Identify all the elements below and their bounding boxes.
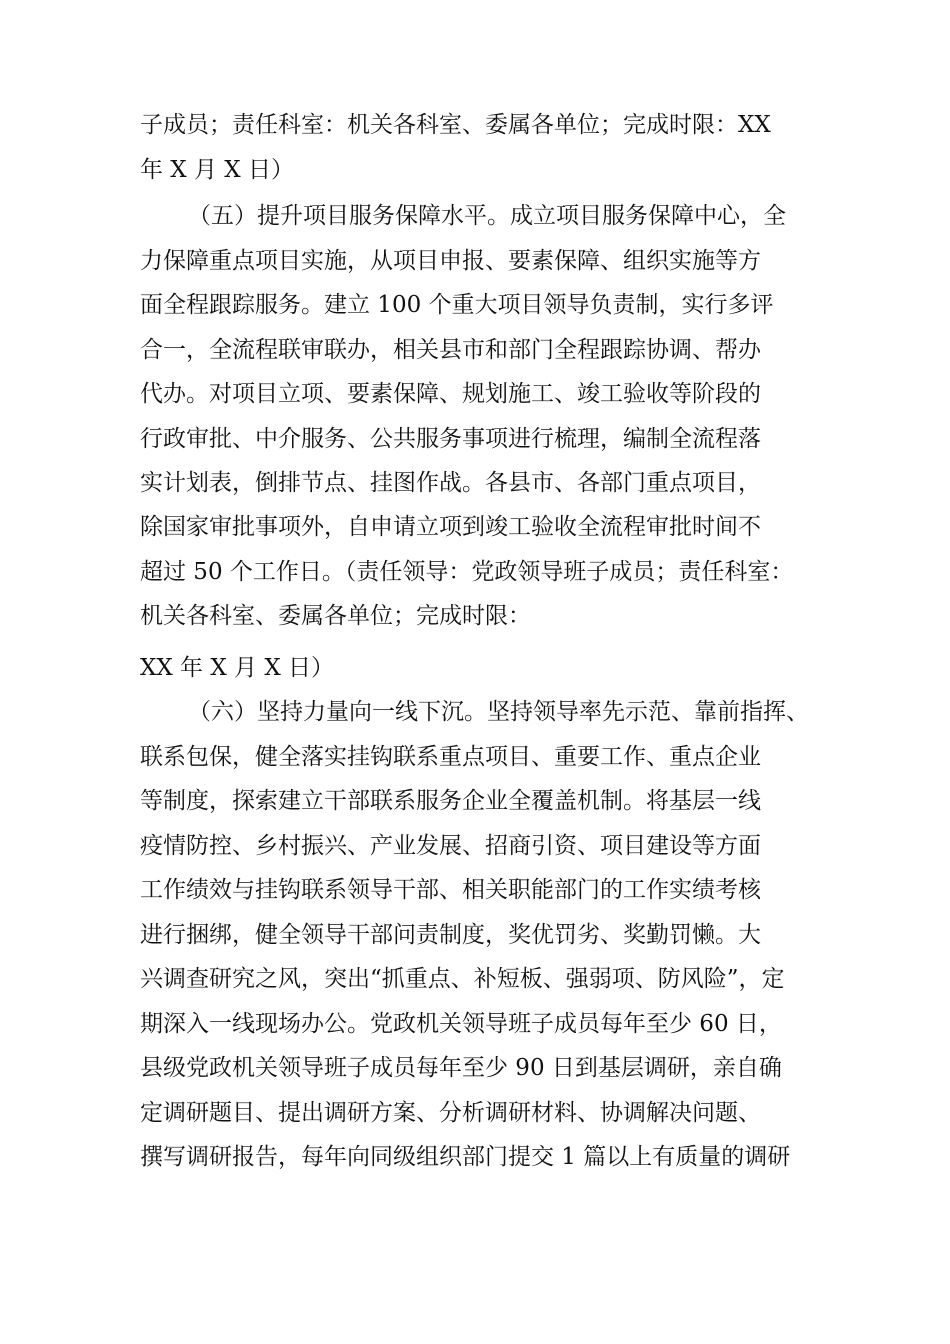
text-line: 县级党政机关领导班子成员每年至少 90 日到基层调研，亲自确 [140, 1055, 782, 1081]
text-line: XX 年 X 月 X 日） [140, 655, 335, 681]
text-line: 子成员；责任科室：机关各科室、委属各单位；完成时限：XX [140, 112, 771, 138]
text-line: 定调研题目、提出调研方案、分析调研材料、协调解决问题、 [140, 1100, 761, 1126]
text-line: 年 X 月 X 日） [140, 157, 294, 183]
text-line: 机关各科室、委属各单位；完成时限： [140, 603, 531, 629]
section-heading-5: （五）提升项目服务保障水平。成立项目服务保障中心，全 [188, 203, 786, 229]
text-line: 合一，全流程联审联办，相关县市和部门全程跟踪协调、帮办 [140, 337, 761, 363]
text-line: 实计划表，倒排节点、挂图作战。各县市、各部门重点项目， [140, 470, 761, 496]
text-line: 代办。对项目立项、要素保障、规划施工、竣工验收等阶段的 [140, 381, 761, 407]
text-line: 除国家审批事项外，自申请立项到竣工验收全流程审批时间不 [140, 514, 761, 540]
text-line: 联系包保，健全落实挂钩联系重点项目、重要工作、重点企业 [140, 744, 761, 770]
text-line: 疫情防控、乡村振兴、产业发展、招商引资、项目建设等方面 [140, 833, 761, 859]
text-line: 超过 50 个工作日。（责任领导：党政领导班子成员；责任科室： [140, 559, 794, 585]
section-heading-6: （六）坚持力量向一线下沉。坚持领导率先示范、靠前指挥、 [188, 699, 809, 725]
text-line: 工作绩效与挂钩联系领导干部、相关职能部门的工作实绩考核 [140, 877, 761, 903]
text-line: 撰写调研报告，每年向同级组织部门提交 1 篇以上有质量的调研 [140, 1144, 791, 1170]
text-line: 行政审批、中介服务、公共服务事项进行梳理，编制全流程落 [140, 426, 761, 452]
text-line: 进行捆绑，健全领导干部问责制度，奖优罚劣、奖勤罚懒。大 [140, 922, 761, 948]
text-line: 力保障重点项目实施，从项目申报、要素保障、组织实施等方 [140, 248, 761, 274]
text-line: 兴调查研究之风，突出“抓重点、补短板、强弱项、防风险”，定 [140, 966, 785, 992]
text-line: 期深入一线现场办公。党政机关领导班子成员每年至少 60 日， [140, 1011, 782, 1037]
text-line: 等制度，探索建立干部联系服务企业全覆盖机制。将基层一线 [140, 788, 761, 814]
text-line: 面全程跟踪服务。建立 100 个重大项目领导负责制，实行多评 [140, 292, 774, 318]
